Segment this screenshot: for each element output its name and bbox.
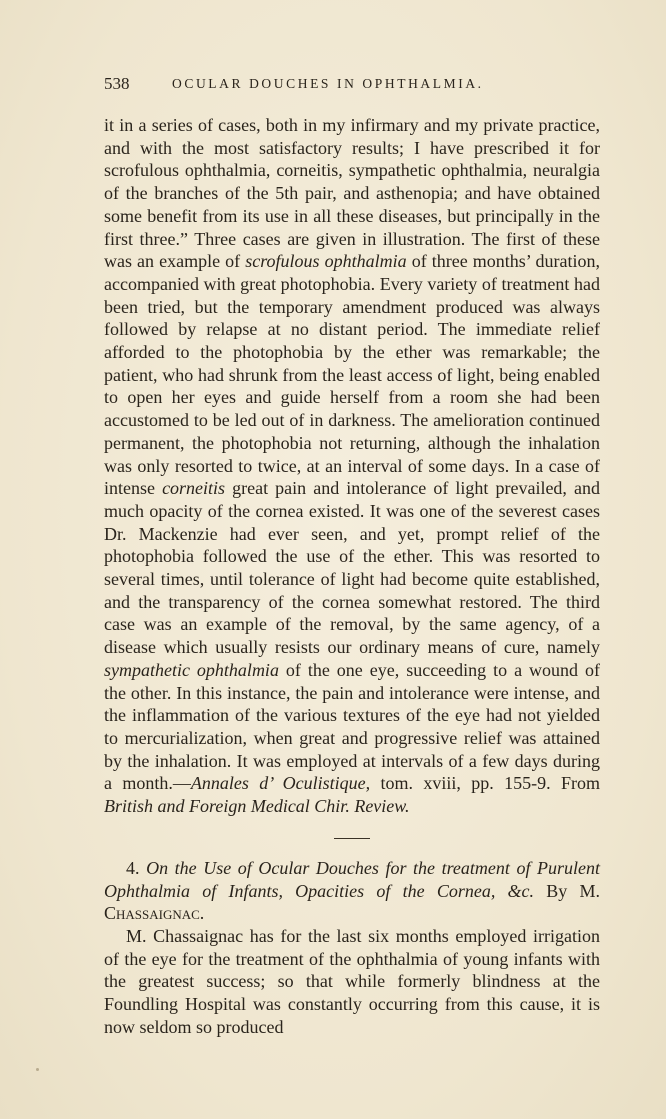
section-heading bbox=[104, 857, 600, 925]
italic-term: sympathetic ophthalmia bbox=[104, 659, 279, 680]
running-title: OCULAR DOUCHES IN OPHTHALMIA. bbox=[172, 76, 484, 91]
body-text bbox=[104, 114, 600, 1038]
text-segment: of three months’ duration, accompanied with great photophobia. Every variety of treatment had been tried, but the temporary amendment produced was always followed by relapse at no distant period. The immediate relief afforded to the photophobia by the ether was remarkable; the patient, who had shrunk from the least access of light, being enabled to open her eyes and guide herself from a room she had been accustomed to be led out of in darkness. The amelioration continued permanent, the photophobia not returning, although the inhalation was only resorted to twice, at an interval of some days. In a case of intense bbox=[104, 251, 601, 499]
paragraph: M. Chassaignac has for the last six months employed irrigation of the eye for the treatment of the ophthalmia of young infants with the greatest success; so that while formerly blindness at the Foundling Hospital was constantly occurring from this cause, it is now seldom so produced bbox=[104, 925, 600, 1037]
text-segment: great pain and intolerance of light prevailed, and much opacity of the cornea existed. It was one of the severest cases Dr. Mackenzie had ever seen, and yet, prompt relief of the photophobia followed the use of the ether. This was resorted to several times, until tolerance of light had become quite established, and the transparency of the cornea somewhat restored. The third case was an example of the removal, by the same agency, of a disease which usually resists our ordinary means of cure, namely bbox=[104, 478, 600, 658]
section-author: Chassaignac. bbox=[104, 903, 205, 924]
text-segment: it in a series of cases, both in my infirmary and my private practice, and with the most satisfactory results; I have prescribed it for scrofulous ophthalmia, corneitis, sympathetic ophthalmia, neuralgia of the branches of the 5th pair, and asthenopia; and have obtained some benefit from its use in all these diseases, but principally in the first three.” Three cases are given in illustration. The first of these was an example of bbox=[104, 115, 600, 272]
page-number: 538 bbox=[104, 74, 130, 93]
italic-term: corneitis bbox=[162, 478, 226, 499]
section-number: 4. bbox=[126, 857, 140, 878]
text-segment: tom. xviii, pp. 155-9. From bbox=[370, 773, 600, 794]
section-title: On the Use of Ocular Douches for the treatment of Purulent Ophthalmia of Infants, Opacities of the Cornea, &c. bbox=[104, 857, 601, 901]
italic-term: scrofulous ophthalmia bbox=[245, 251, 407, 272]
text-segment: of the one eye, succeeding to a wound of the other. In this instance, the pain and intolerance were intense, and the inflammation of the various textures of the eye had not yielded to mercurialization, when great and progressive relief was attained by the inhalation. It was employed at intervals of a few days during a month.— bbox=[104, 659, 600, 794]
paper-speck bbox=[36, 1068, 39, 1071]
italic-citation: British and Foreign Medical Chir. Review. bbox=[104, 796, 410, 817]
running-head bbox=[104, 74, 600, 98]
italic-citation: Annales d’ Oculistique, bbox=[190, 773, 371, 794]
paragraph-continued bbox=[104, 114, 600, 818]
section-separator-rule bbox=[334, 838, 370, 839]
byline-prefix: By M. bbox=[546, 880, 600, 901]
